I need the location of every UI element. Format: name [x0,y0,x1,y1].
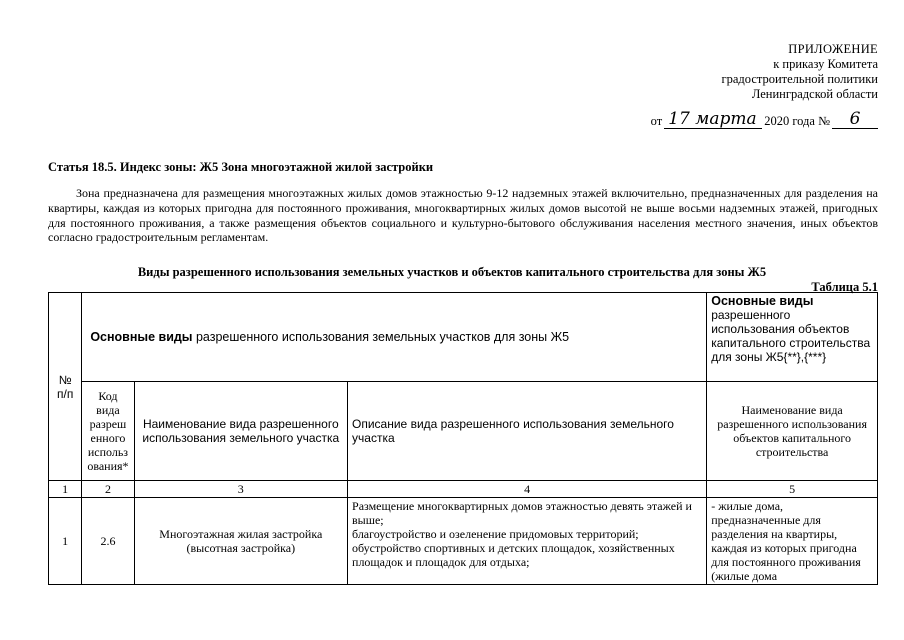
column-number: 3 [134,481,347,498]
table-row [49,498,878,585]
subheader-name: Наименование вида разрешенного использования земельного участка [134,382,347,481]
handwritten-date: 17 марта [664,110,762,129]
appendix-line-2: градостроительной политики [721,72,878,86]
table-subheader-row [49,382,878,481]
subheader-code: Код вида разреш енного использ ования* [82,382,134,481]
header-num-label: № п/п [56,372,74,401]
row-code: 2.6 [82,498,134,585]
appendix-title: ПРИЛОЖЕНИЕ [788,42,878,56]
table-label: Таблица 5.1 [811,280,878,294]
header-main-rest: разрешенного использования земельных участков для зоны Ж5 [195,330,570,344]
row-name: Многоэтажная жилая застройка (высотная застройка) [134,498,347,585]
row-objects: - жилые дома, предназначенные для разделения на квартиры, каждая из которых пригодна для постоянного проживания (жилые дома [707,498,878,585]
header-right-cell [707,293,878,382]
header-main-bold: Основные виды [90,330,193,344]
row-num: 1 [49,498,82,585]
column-number-row [49,481,878,498]
header-main-cell [82,293,707,382]
description-line: обустройство спортивных и детских площадок, хозяйственных площадок и площадок для отдыха; [352,541,675,569]
article-paragraph: Зона предназначена для размещения многоэтажных жилых домов этажностью 9-12 надземных этажей включительно, предназначенных для разделения на квартиры, каждая из которых пригодна для постоянного проживания, многоквартирных жилых домов высотой не выше восьми надземных этажей, пригодных для постоянного проживания, а также размещения объектов социального и культурно-бытового обслуживания населения местного значения, иных объектов согласно градостроительным регламентам. [48,186,878,245]
row-description [348,498,707,585]
zones-table [48,292,878,585]
table-caption: Виды разрешенного использования земельных участков и объектов капитального строительства для зоны Ж5 [137,265,767,279]
column-number: 5 [707,481,878,498]
order-date-line [651,110,878,129]
appendix-line-3: Ленинградской области [751,87,878,101]
column-number: 4 [348,481,707,498]
appendix-line-1: к приказу Комитета [773,57,878,71]
description-line: благоустройство и озеленение придомовых территорий; [352,527,639,541]
description-line: Размещение многоквартирных домов этажностью девять этажей и выше; [352,499,692,527]
subheader-description: Описание вида разрешенного использования земельного участка [348,382,707,481]
handwritten-order-number: 6 [832,110,878,129]
header-right-rest: разрешенного использования объектов капитального строительства для зоны Ж5{**},{***} [711,308,871,364]
column-number: 1 [49,481,82,498]
article-title: Статья 18.5. Индекс зоны: Ж5 Зона многоэтажной жилой застройки [48,160,434,174]
column-number: 2 [82,481,134,498]
table-header-row [49,293,878,382]
appendix-block [721,42,878,102]
order-year-text: 2020 года № [764,114,830,128]
header-num-cell [49,293,82,481]
order-prefix: от [650,114,663,128]
header-right-bold: Основные виды [711,294,814,308]
subheader-objects: Наименование вида разрешенного использования объектов капитального строительства [707,382,878,481]
